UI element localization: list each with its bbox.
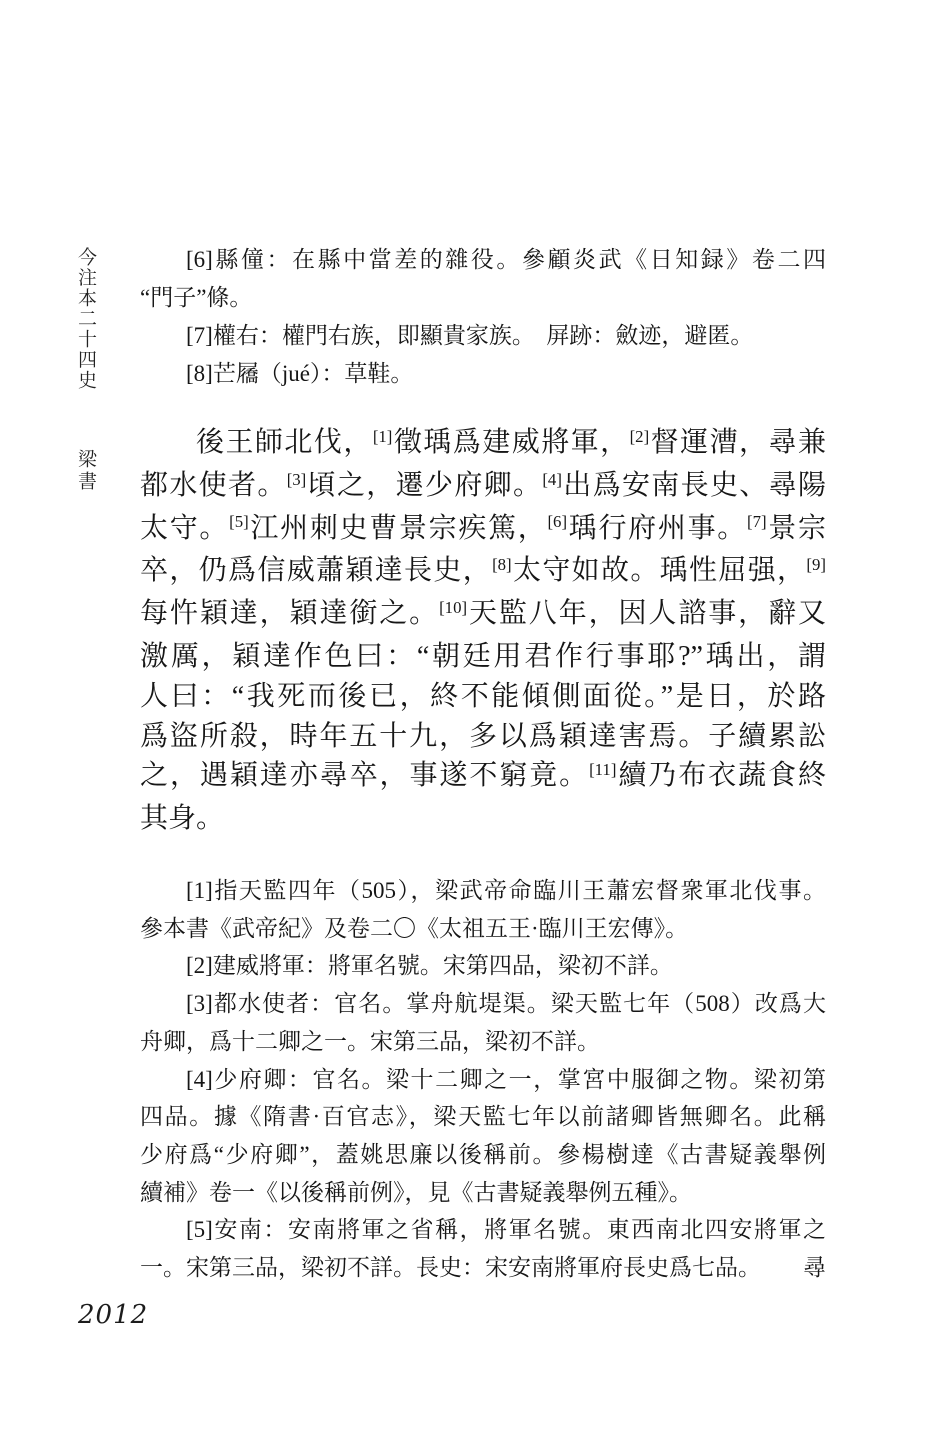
text-run: 之，遇穎達亦尋卒，事遂不窮竟。: [140, 760, 590, 792]
text-line: [140, 241, 826, 279]
text-line-body: [186, 361, 413, 386]
text-line-body: [140, 555, 826, 586]
notes-top-block: [140, 241, 826, 393]
text-line-body: [140, 1029, 600, 1054]
text-line-body: [186, 1217, 826, 1242]
text-line: [140, 355, 826, 393]
text-line-body: [186, 1067, 826, 1092]
book-title: 梁書: [75, 448, 96, 493]
text-run: 每忤穎達，穎達銜之。: [140, 598, 440, 630]
text-line-body: [140, 598, 826, 629]
text-line-body: [140, 470, 826, 501]
text-run: 爲盜所殺，時年五十九，多以爲穎達害焉。子續累訟: [140, 720, 826, 752]
footnote-ref: [4]: [542, 469, 562, 489]
text-run: 太守。: [140, 512, 230, 544]
footnote-ref: [9]: [806, 555, 826, 575]
series-title: 今注本二十四史: [75, 247, 96, 391]
footnotes-block: [140, 872, 826, 1287]
text-line-body: [140, 760, 826, 791]
text-line-body: [140, 1104, 826, 1129]
text-run: 後王師北伐，: [196, 427, 373, 458]
text-run: 督運漕，尋兼: [649, 427, 826, 458]
text-line: [140, 423, 826, 466]
text-run: 舟卿，爲十二卿之一。宋第三品，梁初不詳。: [140, 1028, 600, 1054]
footnote-ref: [7]: [746, 512, 767, 532]
text-run: [6]縣僮：在縣中當差的雜役。參顧炎武《日知録》卷二四: [186, 247, 826, 272]
text-line-body: [140, 285, 252, 310]
text-line-body: [140, 1249, 761, 1287]
text-run: 四品。據《隋書·百官志》，梁天監七年以前諸卿皆無卿名。此稱: [140, 1104, 826, 1130]
text-line-body: [186, 953, 673, 978]
text-line: [140, 466, 826, 509]
text-line: [140, 677, 826, 717]
text-line-body: [186, 247, 826, 272]
text-run: 徵瑀爲建威將軍，: [392, 427, 630, 458]
text-line: [140, 279, 826, 317]
text-run: 參本書《武帝紀》及卷二〇《太祖五王·臨川王宏傳》。: [140, 915, 689, 941]
footnote-ref: [2]: [629, 426, 650, 446]
spine-text: [72, 247, 99, 493]
text-line-body: [140, 721, 826, 752]
text-line: [140, 317, 826, 355]
text-line: [140, 1061, 826, 1099]
footnote-ref: [3]: [286, 469, 307, 489]
text-run: 激厲，穎達作色曰：“朝廷用君作行事耶?”瑀出，謂: [140, 640, 826, 672]
text-line-body: [140, 681, 826, 712]
text-line: [140, 985, 826, 1023]
footnote-ref: [8]: [492, 555, 512, 575]
text-line: [140, 551, 826, 594]
text-line-body: [186, 878, 826, 903]
text-line: [140, 717, 826, 757]
text-run: [4]少府卿：官名。梁十二卿之一，掌宮中服御之物。梁初第: [186, 1066, 826, 1092]
text-run: [5]安南：安南將軍之省稱，將軍名號。東西南北四安將軍之: [186, 1217, 826, 1243]
text-line: [140, 1098, 826, 1136]
text-run: “門子”條。: [140, 285, 253, 310]
text-line-body: [140, 803, 224, 834]
text-run: 卒，仍爲信威蕭穎達長史，: [140, 555, 493, 587]
text-line-body: [186, 323, 753, 348]
text-line: [140, 594, 826, 637]
text-line: [140, 1211, 826, 1249]
text-line-body: [140, 916, 688, 941]
text-line: [140, 872, 826, 910]
text-line-body: [140, 1180, 692, 1205]
page-number: 2012: [78, 1300, 149, 1330]
text-run: 出爲安南長史、尋陽: [561, 469, 826, 501]
footnote-ref: [5]: [229, 512, 249, 532]
text-line: [140, 947, 826, 985]
text-line-body: [140, 641, 826, 672]
text-run: 頃之，遷少府卿。: [306, 469, 543, 501]
text-line: [140, 1136, 826, 1174]
text-run: 其身。: [140, 803, 225, 835]
text-line: [140, 1174, 826, 1212]
text-run: 續乃布衣蔬食終: [616, 760, 826, 792]
text-run: 一。宋第三品，梁初不詳。長史：宋安南將軍府長史爲七品。: [140, 1255, 761, 1281]
text-run: 瑀行府州事。: [567, 512, 747, 544]
text-run: [2]建威將軍：將軍名號。宋第四品，梁初不詳。: [186, 953, 673, 979]
text-line-body: [196, 427, 826, 458]
text-run: [1]指天監四年（505），梁武帝命臨川王蕭宏督衆軍北伐事。: [186, 878, 826, 903]
text-run: 景宗: [766, 512, 826, 544]
main-paragraph: [140, 423, 826, 839]
text-run: 人曰：“我死而後已，終不能傾側面從。”是日，於路: [140, 680, 826, 712]
text-line-body: [186, 991, 826, 1016]
text-line: [140, 1023, 826, 1061]
footnote-ref: [6]: [547, 512, 568, 532]
footnote-ref: [10]: [439, 597, 468, 617]
text-line: [140, 509, 826, 552]
text-line: [140, 799, 826, 839]
text-run: 江州刺史曹景宗疾篤，: [248, 512, 548, 544]
text-run: 天監八年，因人諮事，辭又: [467, 598, 826, 630]
text-run: [7]權右：權門右族，即顯貴家族。 屏跡：斂迹，避匿。: [186, 323, 754, 348]
text-line: [140, 910, 826, 948]
footnote-ref: [1]: [372, 426, 393, 446]
text-run: 都水使者。: [140, 469, 287, 501]
text-line: [140, 1249, 826, 1287]
text-line-body: [140, 513, 826, 544]
text-run: [8]芒屩（jué）：草鞋。: [186, 361, 414, 386]
catchword: 尋: [803, 1255, 826, 1281]
footnote-ref: [11]: [589, 760, 617, 780]
text-line-body: [140, 1142, 826, 1167]
text-run: [3]都水使者：官名。掌舟航堤渠。梁天監七年（508）改爲大: [186, 991, 826, 1017]
text-run: 續補》卷一《以後稱前例》，見《古書疑義舉例五種》。: [140, 1179, 692, 1205]
text-run: 少府爲“少府卿”，蓋姚思廉以後稱前。參楊樹達《古書疑義舉例: [140, 1141, 826, 1167]
text-line: [140, 756, 826, 799]
text-run: 太守如故。瑀性屈强，: [511, 555, 807, 587]
text-line: [140, 637, 826, 677]
